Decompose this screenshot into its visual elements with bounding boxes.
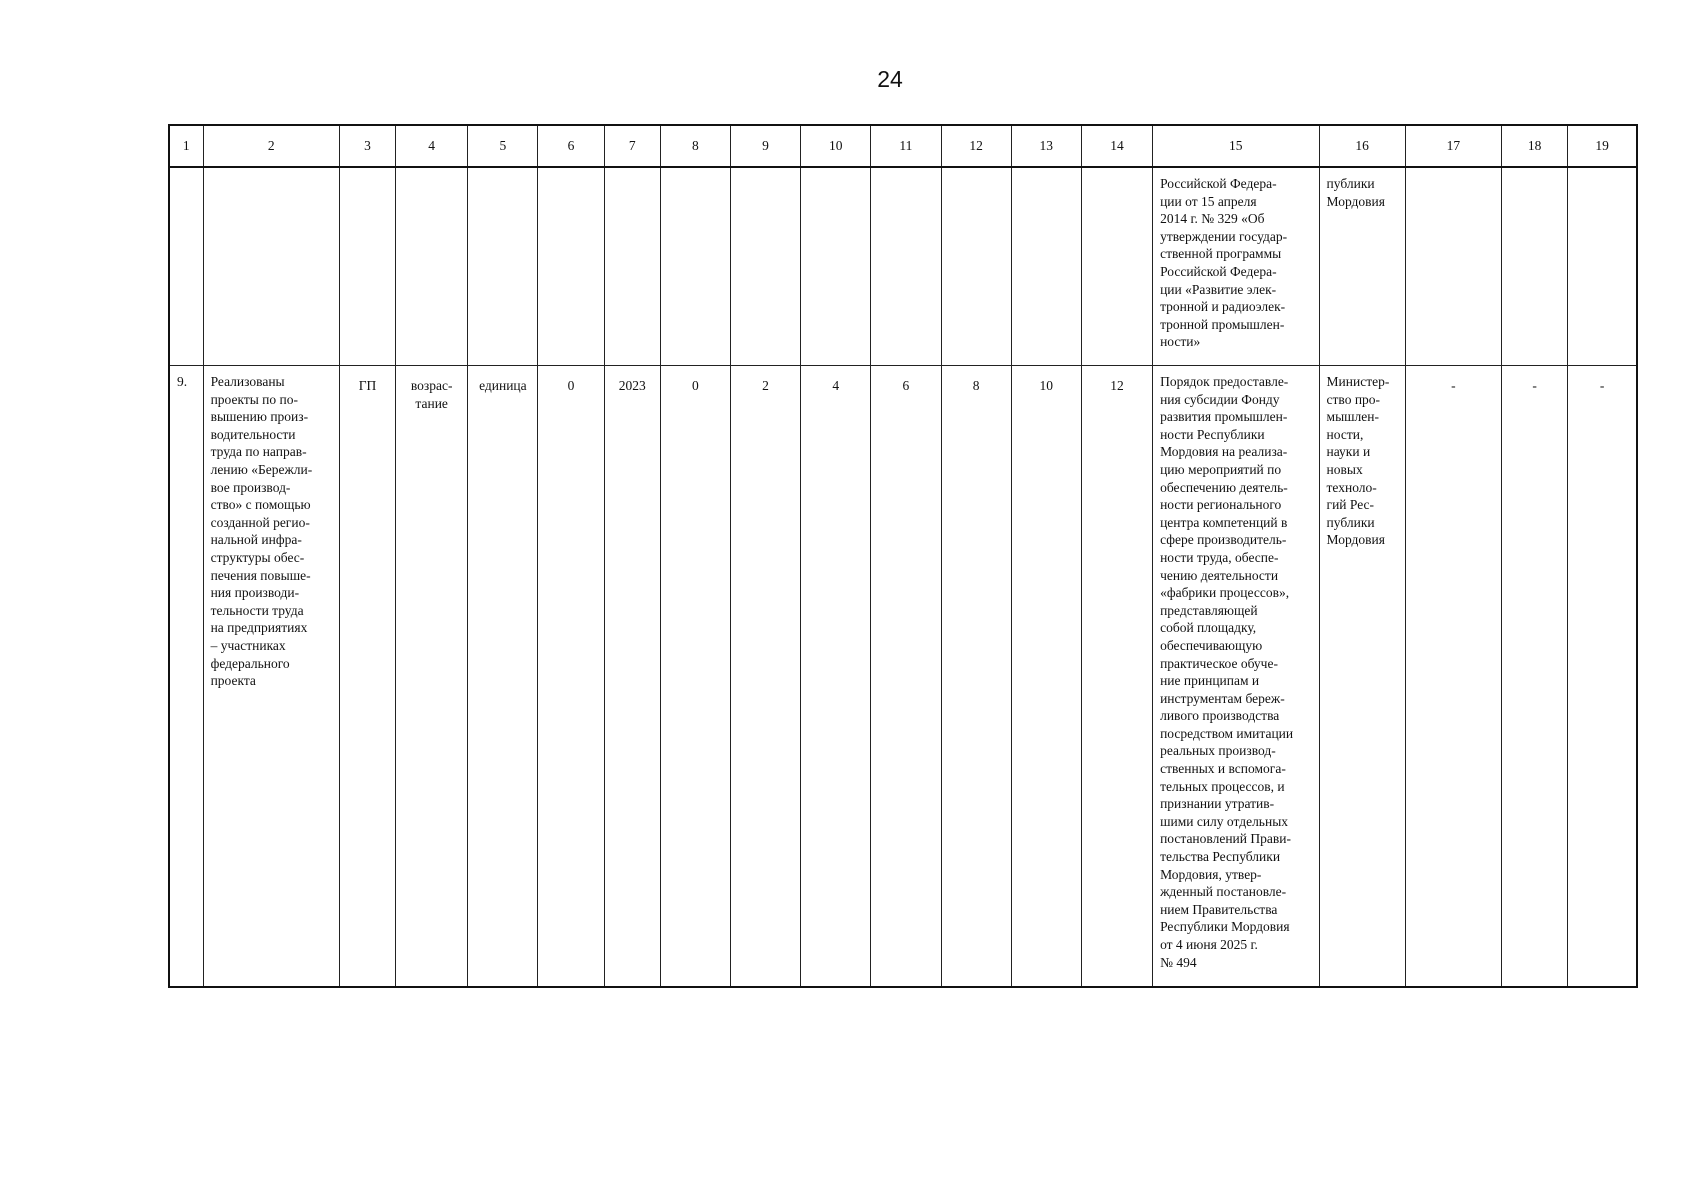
header-col-17: 17 (1405, 125, 1501, 167)
header-col-14: 14 (1081, 125, 1152, 167)
row9-number (169, 366, 203, 988)
row9-val-13 (1011, 366, 1081, 988)
row9-val-9 (730, 366, 800, 988)
row9-val-10-text: 4 (832, 378, 840, 393)
row9-col-18-text: - (1532, 378, 1537, 393)
row9-base-year-text: 2023 (618, 378, 646, 393)
header-col-11: 11 (871, 125, 941, 167)
cont-cell-18 (1502, 167, 1568, 366)
header-col-16: 16 (1319, 125, 1405, 167)
header-col-15: 15 (1153, 125, 1319, 167)
header-col-10: 10 (801, 125, 871, 167)
row9-val-8 (660, 366, 730, 988)
cont-legal-act-text: Российской Федера- ции от 15 апреля 2014 г. № 329 «Об утверждении государ- ственной программы Российской Федера- ции «Развитие элек- тронной и радиоэлек- тронной промышлен- ности» (1160, 176, 1288, 350)
page-number: 24 (877, 66, 903, 92)
header-col-7: 7 (604, 125, 660, 167)
cont-cell-8 (660, 167, 730, 366)
row9-indicator-text: Реализованы проекты по по- вышению произ- водительности труда по направ- лению «Бережли- вое производ- ство» с помощью созданной регио- нальной инфра- структуры обес- печения повыше- ния производи- тельности труда на предприятиях – участниках федерального проекта (210, 374, 313, 689)
row9-val-10 (801, 366, 871, 988)
cont-responsible-text: публики Мордовия (1326, 176, 1385, 209)
cont-cell-1 (169, 167, 203, 366)
cont-cell-2 (203, 167, 339, 366)
header-col-5: 5 (468, 125, 538, 167)
header-row (169, 125, 1637, 167)
row9-val-14-text: 12 (1110, 378, 1124, 393)
row9-responsible-text: Министер- ство про- мышлен- ности, науки и новых техноло- гий Рес- публики Мордовия (1326, 374, 1390, 548)
row9-responsible (1319, 366, 1405, 988)
row9-val-12-text: 8 (972, 378, 980, 393)
cont-cell-3 (339, 167, 395, 366)
cont-cell-6 (538, 167, 604, 366)
header-col-8: 8 (660, 125, 730, 167)
row9-level-text: ГП (358, 378, 377, 393)
row9-unit-text: единица (479, 378, 527, 393)
header-col-1: 1 (169, 125, 203, 167)
header-col-9: 9 (730, 125, 800, 167)
row9-level (339, 366, 395, 988)
row9-indicator (203, 366, 339, 988)
indicators-table (168, 124, 1638, 988)
cont-cell-11 (871, 167, 941, 366)
cont-cell-12 (941, 167, 1011, 366)
continuation-row (169, 167, 1637, 366)
row9-val-8-text: 0 (691, 378, 699, 393)
row9-trend (396, 366, 468, 988)
row9-col-19 (1568, 366, 1637, 988)
row9-val-11 (871, 366, 941, 988)
row9-val-12 (941, 366, 1011, 988)
table-row-9 (169, 366, 1637, 988)
row9-col-17 (1405, 366, 1501, 988)
cont-cell-10 (801, 167, 871, 366)
row9-col-19-text: - (1599, 378, 1605, 393)
header-col-6: 6 (538, 125, 604, 167)
header-col-19: 19 (1568, 125, 1637, 167)
header-col-13: 13 (1011, 125, 1081, 167)
row9-base-year (604, 366, 660, 988)
header-col-12: 12 (941, 125, 1011, 167)
row9-unit (468, 366, 538, 988)
header-col-2: 2 (203, 125, 339, 167)
header-col-18: 18 (1502, 125, 1568, 167)
row9-val-9-text: 2 (762, 378, 769, 393)
row9-base-value (538, 366, 604, 988)
row9-number-text: 9. (177, 374, 188, 389)
cont-cell-4 (396, 167, 468, 366)
cont-cell-9 (730, 167, 800, 366)
row9-val-14 (1081, 366, 1152, 988)
row9-base-value-text: 0 (567, 378, 575, 393)
row9-legal-act (1153, 366, 1319, 988)
cont-cell-17 (1405, 167, 1501, 366)
row9-col-18 (1502, 366, 1568, 988)
cont-cell-legal-act (1153, 167, 1319, 366)
cont-cell-19 (1568, 167, 1637, 366)
header-col-3: 3 (339, 125, 395, 167)
row9-legal-act-text: Порядок предоставле- ния субсидии Фонду развития промышлен- ности Республики Мордовия на реализа- цию мероприятий по обеспечению деятель- ности регионального центра компетенций в сфере производитель- ности труда, обеспе- чению деятельности «фабрики процессов», представляющей собой площадку, обеспечивающую практическое обуче- ние принципам и инструментам береж- ливого производства посредством имитации реальных производ- ственных и вспомога- тельных процессов, и признании утратив- шими силу отдельных постановлений Прави- тельства Республики Мордовия, утвер- жденный постановле- нием Правительства Республики Мордовия от 4 июня 2025 г. № 494 (1160, 374, 1294, 970)
row9-val-13-text: 10 (1039, 378, 1054, 393)
cont-cell-responsible (1319, 167, 1405, 366)
row9-val-11-text: 6 (902, 378, 910, 393)
cont-cell-5 (468, 167, 538, 366)
row9-trend-text: возрас- тание (410, 378, 453, 411)
header-col-4: 4 (396, 125, 468, 167)
row9-col-17-text: - (1451, 378, 1456, 393)
cont-cell-13 (1011, 167, 1081, 366)
cont-cell-14 (1081, 167, 1152, 366)
cont-cell-7 (604, 167, 660, 366)
